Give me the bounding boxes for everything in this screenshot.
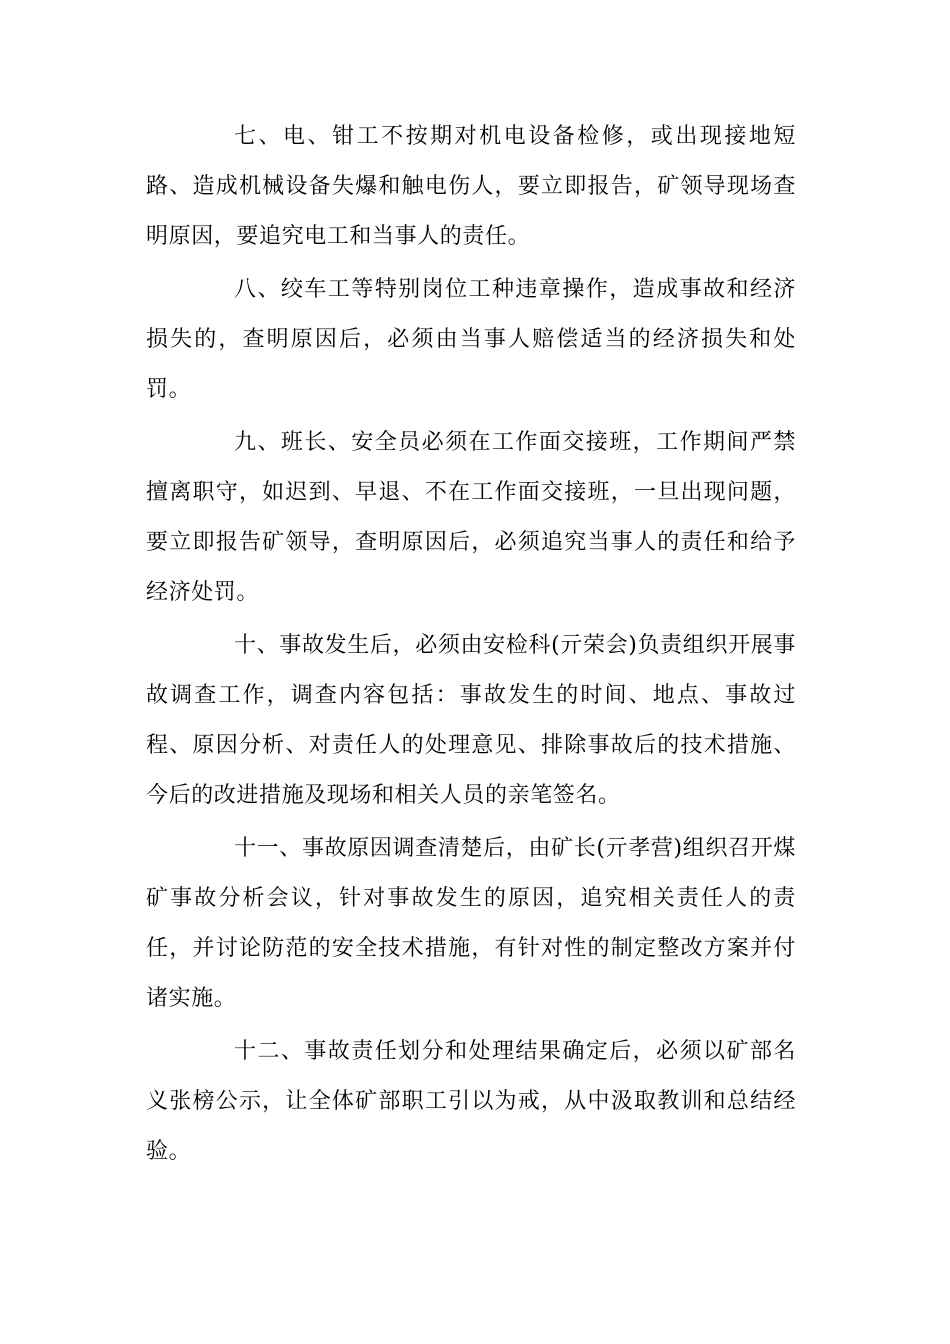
paragraph-8: 八、绞车工等特别岗位工种违章操作，造成事故和经济损失的，查明原因后，必须由当事人赔偿适当的经济损失和处罚。: [146, 277, 796, 402]
paragraph-11: 十一、事故原因调查清楚后，由矿长(亓孝营)组织召开煤矿事故分析会议，针对事故发生的原因，追究相关责任人的责任，并讨论防范的安全技术措施，有针对性的制定整改方案并付诸实施。: [146, 836, 796, 1011]
document-body: [146, 112, 796, 1180]
paragraph-12: 十二、事故责任划分和处理结果确定后，必须以矿部名义张榜公示，让全体矿部职工引以为戒，从中汲取教训和总结经验。: [146, 1039, 796, 1164]
paragraph-10: 十、事故发生后，必须由安检科(亓荣会)负责组织开展事故调查工作，调查内容包括：事故发生的时间、地点、事故过程、原因分析、对责任人的处理意见、排除事故后的技术措施、今后的改进措施及现场和相关人员的亲笔签名。: [146, 633, 796, 808]
paragraph-7: 七、电、钳工不按期对机电设备检修，或出现接地短路、造成机械设备失爆和触电伤人，要立即报告，矿领导现场查明原因，要追究电工和当事人的责任。: [146, 124, 796, 249]
paragraph-9: 九、班长、安全员必须在工作面交接班，工作期间严禁擅离职守，如迟到、早退、不在工作面交接班，一旦出现问题，要立即报告矿领导，查明原因后，必须追究当事人的责任和给予经济处罚。: [146, 430, 796, 605]
